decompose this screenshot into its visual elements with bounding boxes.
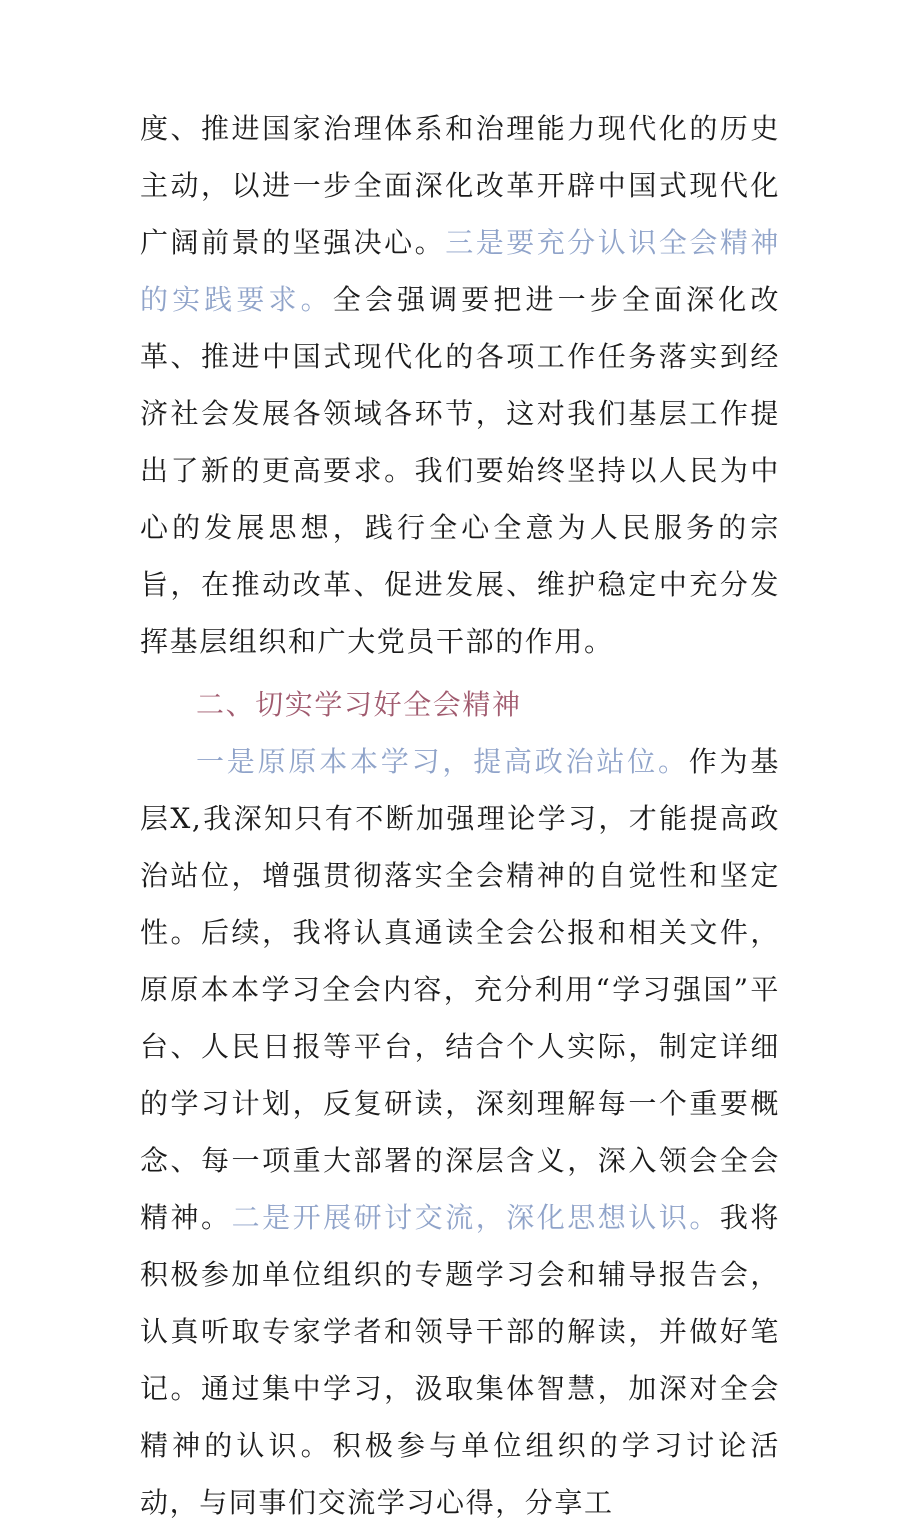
highlighted-phrase: 三是要充分认识全会精神的实践要求。 [140,226,780,316]
section-heading: 二、切实学习好全会精神 [196,688,522,721]
paragraph-text: 作为基层X,我深知只有不断加强理论学习，才能提高政治站位，增强贯彻落实全会精神的自觉性和坚定性。后续，我将认真通读全会公报和相关文件，原原本本学习全会内容，充分利用“学习强国”平台、人民日报等平台，结合个人实际，制定详细的学习计划，反复研读，深刻理解每一个重要概念、每一项重大部署的深层含义，深入领会全会精神。 [140,745,780,1234]
paragraph-continuation [140,100,780,670]
highlighted-phrase: 一是原原本本学习，提高政治站位。 [196,745,689,778]
highlighted-phrase: 二是开展研讨交流，深化思想认识。 [231,1201,720,1234]
paragraph-study [140,733,780,1531]
paragraph-text: 全会强调要把进一步全面深化改革、推进中国式现代化的各项工作任务落实到经济社会发展各领域各环节，这对我们基层工作提出了新的更高要求。我们要始终坚持以人民为中心的发展思想，践行全心全意为人民服务的宗旨，在推动改革、促进发展、维护稳定中充分发挥基层组织和广大党员干部的作用。 [140,283,780,658]
paragraph-text: 我将积极参加单位组织的专题学习会和辅导报告会，认真听取专家学者和领导干部的解读，并做好笔记。通过集中学习，汲取集体智慧，加深对全会精神的认识。积极参与单位组织的学习讨论活动，与同事们交流学习心得，分享工 [140,1201,780,1519]
document-body [140,100,780,1531]
paragraph-text: 度、推进国家治理体系和治理能力现代化的历史主动，以进一步全面深化改革开辟中国式现代化广阔前景的坚强决心。 [140,112,780,259]
